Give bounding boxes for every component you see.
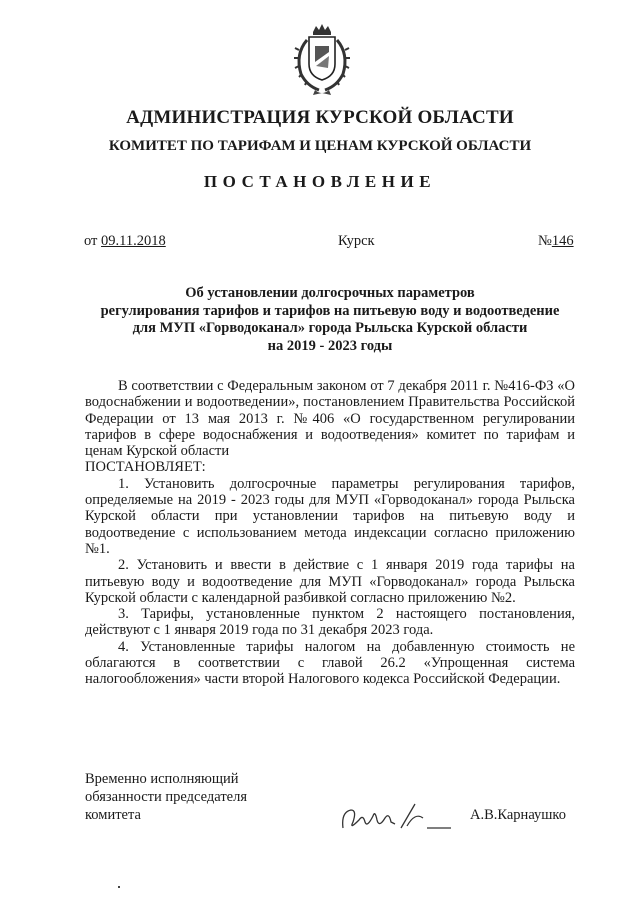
position-line: обязанности председателя bbox=[85, 789, 247, 805]
signatory-name: А.В.Карнаушко bbox=[470, 807, 566, 823]
subject-line: регулирования тарифов и тарифов на питьевую воду и водоотведение bbox=[100, 302, 560, 319]
preamble-paragraph: В соответствии с Федеральным законом от 7 декабря 2011 г. №416-ФЗ «О водоснабжении и водоотведении», постановлением Правительства Российской Федерации от 13 мая 2013 г. №406 «О государственном регулировании тарифов в сфере водоснабжения и водоотведения» комитет по тарифам и ценам Курской области bbox=[85, 378, 575, 460]
document-body bbox=[85, 378, 575, 688]
clause-4: 4. Установленные тарифы налогом на добавленную стоимость не облагаются в соответствии с главой 26.2 «Упрощенная система налогообложения» части второй Налогового кодекса Российской Федерации. bbox=[85, 638, 575, 688]
number-value: 146 bbox=[551, 233, 574, 249]
subject-line: для МУП «Горводоканал» города Рыльска Курской области bbox=[132, 320, 528, 336]
subject-line: Об установлении долгосрочных параметров bbox=[185, 285, 475, 301]
clause-1: 1. Установить долгосрочные параметры регулирования тарифов, определяемые на 2019 - 2023 годы для МУП «Горводоканал» города Рыльска Курской области при установлении тарифов на питьевую воду и водоотведение с использованием метода индексации согласно приложению №1. bbox=[85, 475, 575, 557]
clause-2: 2. Установить и ввести в действие с 1 января 2019 года тарифы на питьевую воду и водоотведение для МУП «Горводоканал» города Рыльска Курской области с календарной разбивкой согласно приложению №2. bbox=[85, 557, 575, 606]
document-city: Курск bbox=[338, 233, 375, 249]
handwritten-signature bbox=[335, 798, 455, 836]
date-value: 09.11.2018 bbox=[101, 233, 166, 249]
clause-3: 3. Тарифы, установленные пунктом 2 настоящего постановления, действуют с 1 января 2019 года по 31 декабря 2023 года. bbox=[85, 606, 575, 639]
position-line: Временно исполняющий bbox=[85, 771, 239, 787]
date-prefix: от bbox=[84, 233, 98, 249]
document-number bbox=[538, 233, 574, 250]
document-subject bbox=[70, 285, 590, 355]
document-type-title: ПОСТАНОВЛЕНИЕ bbox=[203, 172, 437, 191]
document-date bbox=[84, 233, 166, 250]
position-line: комитета bbox=[85, 807, 141, 823]
scan-speck bbox=[118, 886, 120, 888]
coat-of-arms-emblem bbox=[289, 22, 355, 98]
resolves-word: ПОСТАНОВЛЯЕТ: bbox=[85, 459, 206, 476]
subject-line: на 2019 - 2023 годы bbox=[267, 337, 393, 354]
organization-title: АДМИНИСТРАЦИЯ КУРСКОЙ ОБЛАСТИ bbox=[126, 107, 514, 128]
committee-title: КОМИТЕТ ПО ТАРИФАМ И ЦЕНАМ КУРСКОЙ ОБЛАСТИ bbox=[108, 138, 532, 154]
signatory-position bbox=[85, 770, 247, 824]
number-sign: № bbox=[538, 233, 552, 249]
